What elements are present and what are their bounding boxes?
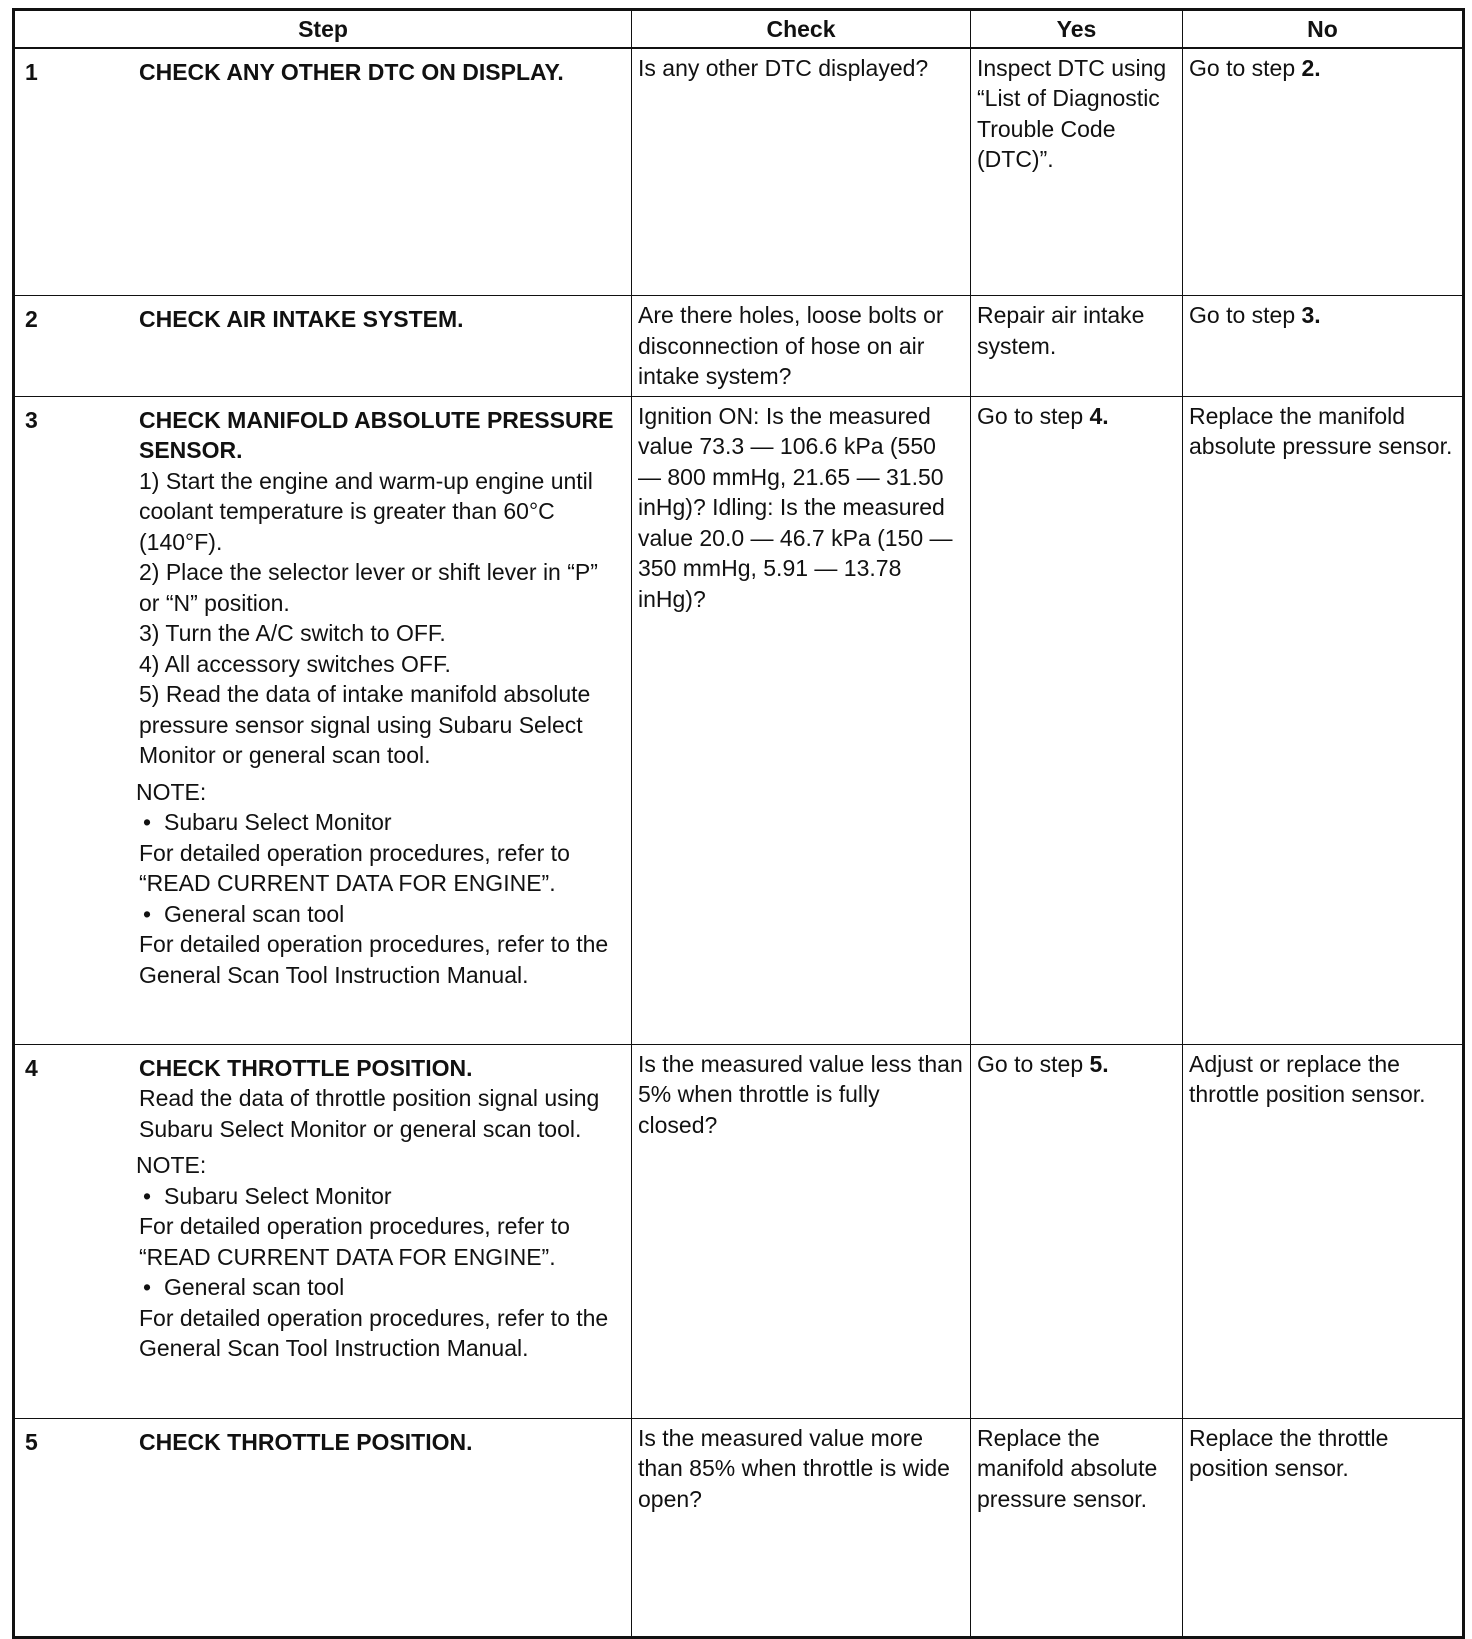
no-text: Go to step <box>1189 54 1302 81</box>
step-cell <box>14 1044 632 1418</box>
yes-text: Go to step <box>977 1050 1090 1077</box>
note-bullet: • General scan tool <box>139 899 617 930</box>
procedure-step: 4) All accessory switches OFF. <box>139 650 451 677</box>
table-row-step-4 <box>14 1044 1464 1418</box>
procedure-step: 2) Place the selector lever or shift lever in “P” or “N” position. <box>139 559 598 616</box>
header-step: Step <box>14 10 632 48</box>
header-check: Check <box>632 10 971 48</box>
note-bullet: • General scan tool <box>139 1272 617 1303</box>
table-row-step-2 <box>14 296 1464 397</box>
step-title: CHECK ANY OTHER DTC ON DISPLAY. <box>139 58 564 85</box>
note-bullet: • Subaru Select Monitor <box>139 807 617 838</box>
diagnostic-procedure-table <box>12 8 1465 1639</box>
no-cell: Adjust or replace the throttle position sensor. <box>1183 1044 1464 1418</box>
note-text: For detailed operation procedures, refer to the General Scan Tool Instruction Manual. <box>139 931 609 988</box>
step-title: CHECK MANIFOLD ABSOLUTE PRESSURE SENSOR. <box>139 406 614 463</box>
table-row-step-5 <box>14 1418 1464 1637</box>
step-title: CHECK THROTTLE POSITION. <box>139 1054 473 1081</box>
step-reference: 2. <box>1301 54 1321 81</box>
header-yes: Yes <box>971 10 1183 48</box>
table-row-step-3 <box>14 396 1464 1044</box>
yes-text: Go to step <box>977 402 1090 429</box>
step-number: 3 <box>25 406 38 433</box>
note-bullet: • Subaru Select Monitor <box>139 1181 617 1212</box>
note-label: NOTE: <box>136 778 207 805</box>
yes-cell <box>971 396 1183 1044</box>
step-reference: 5. <box>1089 1050 1109 1077</box>
step-title: CHECK THROTTLE POSITION. <box>139 1428 473 1455</box>
yes-cell: Replace the manifold absolute pressure sensor. <box>971 1418 1183 1637</box>
step-cell <box>14 296 632 397</box>
check-cell: Is any other DTC displayed? <box>632 48 971 296</box>
procedure-step: 1) Start the engine and warm-up engine until coolant temperature is greater than 60°C (140°F). <box>139 467 593 555</box>
step-cell <box>14 1418 632 1637</box>
yes-cell: Inspect DTC using “List of Diagnostic Trouble Code (DTC)”. <box>971 48 1183 296</box>
note-text: For detailed operation procedures, refer to “READ CURRENT DATA FOR ENGINE”. <box>139 1213 570 1270</box>
no-cell: Replace the throttle position sensor. <box>1183 1418 1464 1637</box>
table-header-row <box>14 10 1464 48</box>
no-cell <box>1183 296 1464 397</box>
no-text: Go to step <box>1189 302 1302 328</box>
check-cell: Are there holes, loose bolts or disconnection of hose on air intake system? <box>632 296 971 397</box>
header-no: No <box>1183 10 1464 48</box>
table-row-step-1 <box>14 48 1464 296</box>
step-title: CHECK AIR INTAKE SYSTEM. <box>139 306 464 332</box>
yes-cell <box>971 1044 1183 1418</box>
check-cell: Is the measured value more than 85% when throttle is wide open? <box>632 1418 971 1637</box>
note-label: NOTE: <box>136 1152 207 1178</box>
procedure-text: Read the data of throttle position signal using Subaru Select Monitor or general scan tool. <box>139 1085 600 1142</box>
step-reference: 3. <box>1301 302 1321 328</box>
step-number: 1 <box>25 58 38 85</box>
check-cell: Is the measured value less than 5% when throttle is fully closed? <box>632 1044 971 1418</box>
step-cell <box>14 48 632 296</box>
yes-cell: Repair air intake system. <box>971 296 1183 397</box>
procedure-step: 5) Read the data of intake manifold absolute pressure sensor signal using Subaru Select Monitor or general scan tool. <box>139 681 591 768</box>
step-cell <box>14 396 632 1044</box>
step-number: 5 <box>25 1428 38 1455</box>
step-number: 2 <box>25 306 38 332</box>
check-cell: Ignition ON: Is the measured value 73.3 — 106.6 kPa (550 — 800 mmHg, 21.65 — 31.50 inHg)? Idling: Is the measured value 20.0 — 46.7 kPa (150 — 350 mmHg, 5.91 — 13.78 inHg)? <box>632 396 971 1044</box>
note-text: For detailed operation procedures, refer to “READ CURRENT DATA FOR ENGINE”. <box>139 839 570 896</box>
step-reference: 4. <box>1089 402 1109 429</box>
no-cell <box>1183 48 1464 296</box>
procedure-step: 3) Turn the A/C switch to OFF. <box>139 620 446 646</box>
note-text: For detailed operation procedures, refer to the General Scan Tool Instruction Manual. <box>139 1304 609 1361</box>
no-cell: Replace the manifold absolute pressure sensor. <box>1183 396 1464 1044</box>
step-number: 4 <box>25 1054 38 1081</box>
